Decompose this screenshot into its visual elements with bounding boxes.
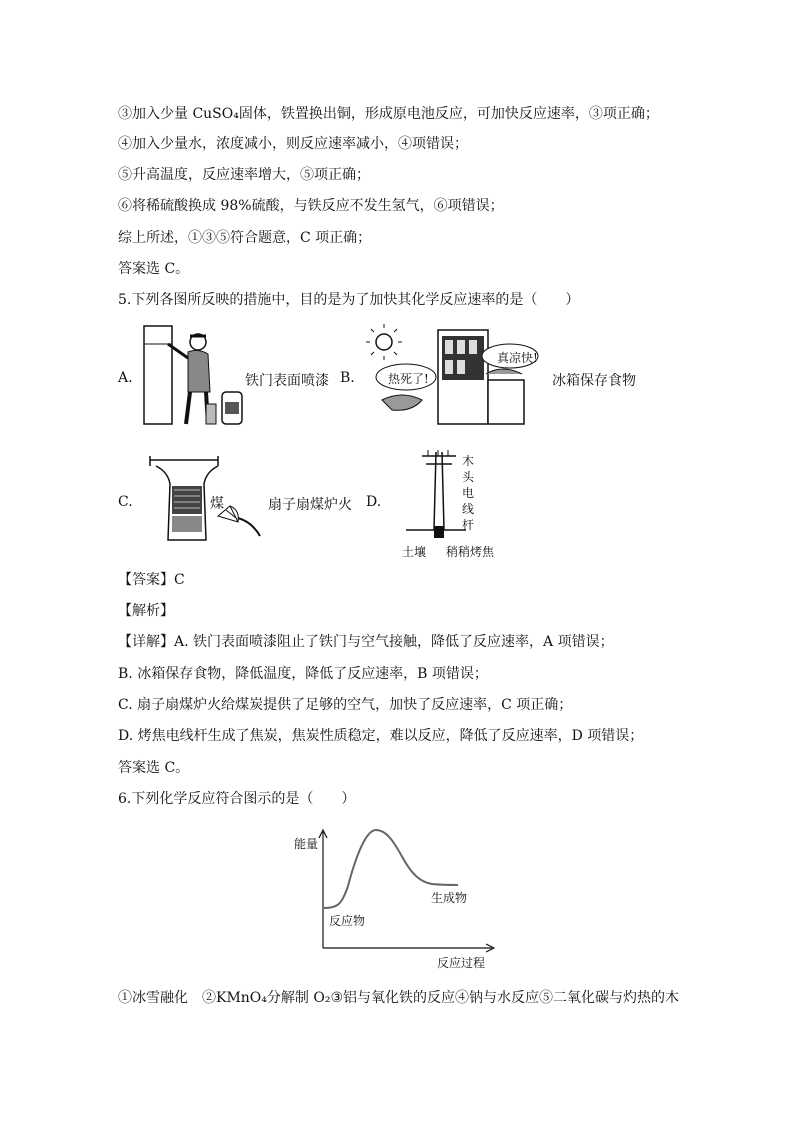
pole-figure xyxy=(404,446,468,538)
question-6: 6.下列化学反应符合图示的是（ ） xyxy=(118,791,356,807)
text-line-1: ③加入少量 CuSO₄固体，铁置换出铜，形成原电池反应，可加快反应速率，③项正确； xyxy=(118,106,659,122)
question-5: 5.下列各图所反映的措施中，目的是为了加快其化学反应速率的是（ ） xyxy=(118,292,580,308)
detail-a: 【详解】A. 铁门表面喷漆阻止了铁门与空气接触，降低了反应速率，A 项错误； xyxy=(118,634,614,650)
pole-char-4: 线 xyxy=(462,502,475,516)
soil-label: 土壤 xyxy=(402,545,427,559)
option-d-letter: D. xyxy=(366,494,382,510)
option-a-letter: A. xyxy=(118,370,133,386)
product-label: 生成物 xyxy=(431,891,468,905)
detail-b: B. 冰箱保存食物，降低温度，降低了反应速率，B 项错误； xyxy=(118,666,488,682)
pole-char-3: 电 xyxy=(462,486,475,500)
painter-figure xyxy=(138,322,248,432)
option-c-caption: 扇子扇煤炉火 xyxy=(268,497,352,513)
pole-char-2: 头 xyxy=(462,470,475,484)
y-axis-label: 能量 xyxy=(294,837,319,851)
option-c-letter: C. xyxy=(118,494,133,510)
text-line-2: ④加入少量水，浓度减小，则反应速率减小，④项错误； xyxy=(118,136,468,152)
burnt-label: 稍稍烤焦 xyxy=(446,545,495,559)
detail-c: C. 扇子扇煤炉火给煤炭提供了足够的空气，加快了反应速率，C 项正确； xyxy=(118,697,573,713)
q6-options-line: ①冰雪融化 ②KMnO₄分解制 O₂③铝与氧化铁的反应④钠与水反应⑤二氧化碳与灼热的木 xyxy=(118,990,679,1006)
text-line-4: ⑥将稀硫酸换成 98%硫酸，与铁反应不发生氢气，⑥项错误； xyxy=(118,198,504,214)
option-b-caption: 冰箱保存食物 xyxy=(552,373,636,389)
analysis-heading: 【解析】 xyxy=(118,603,174,619)
pole-char-5: 杆 xyxy=(462,518,475,532)
answer-line: 【答案】C xyxy=(118,572,185,588)
option-b-letter: B. xyxy=(340,370,355,386)
pole-char-1: 木 xyxy=(462,454,475,468)
text-line-3: ⑤升高温度，反应速率增大，⑤项正确； xyxy=(118,167,370,183)
text-line-6: 答案选 C。 xyxy=(118,261,190,277)
detail-d: D. 烤焦电线杆生成了焦炭，焦炭性质稳定，难以反应，降低了反应速率，D 项错误； xyxy=(118,728,644,744)
text-line-5: 综上所述，①③⑤符合题意，C 项正确； xyxy=(118,230,372,246)
reactant-label: 反应物 xyxy=(329,914,366,928)
answer-choice: 答案选 C。 xyxy=(118,760,190,776)
coal-label: 煤 xyxy=(210,496,224,512)
x-axis-label: 反应过程 xyxy=(437,956,486,970)
option-a-caption: 铁门表面喷漆 xyxy=(245,373,329,389)
bubble-cool: 真凉快! xyxy=(497,351,538,365)
energy-diagram xyxy=(316,828,500,952)
bubble-hot: 热死了! xyxy=(388,372,429,386)
coal-stove-figure xyxy=(148,456,268,548)
